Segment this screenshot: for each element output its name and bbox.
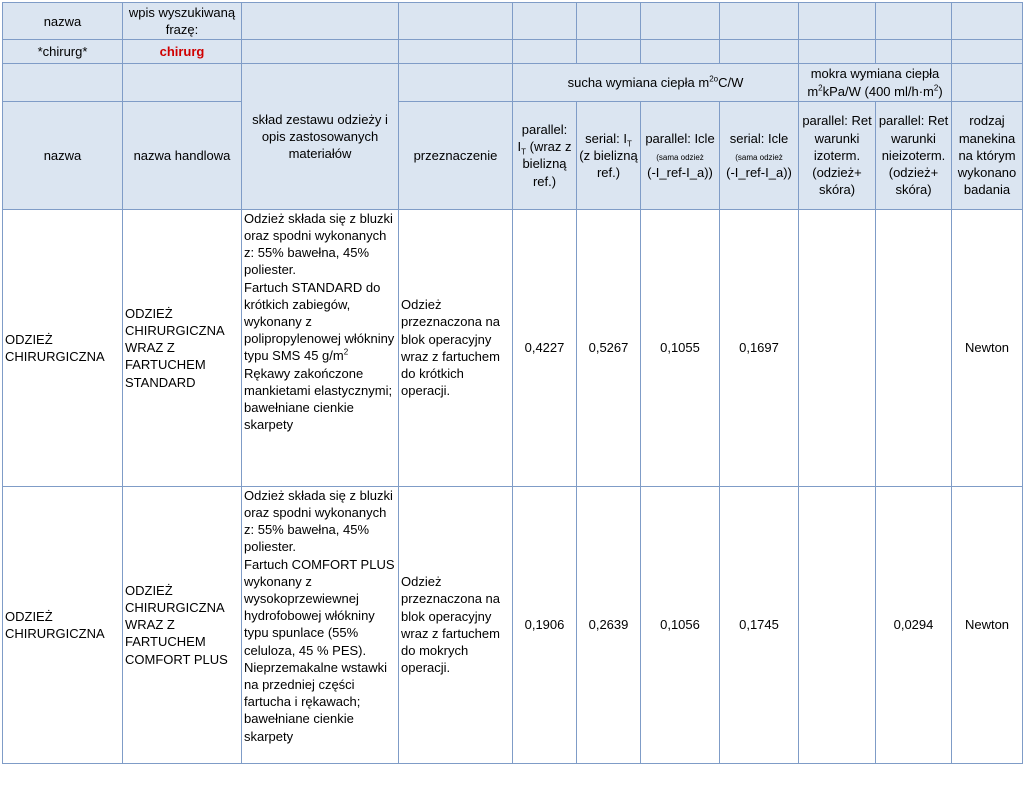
header-serial-icle: serial: Icle (sama odzież (-I_ref-I_a)) (720, 101, 799, 209)
cell-ret-nieizoterm (876, 209, 952, 486)
cell-manekin: Newton (952, 209, 1023, 486)
label-wpis: wpis wyszukiwaną frazę: (123, 3, 242, 40)
header-dry-heat-exchange: sucha wymiana ciepła $m^{2o}C/W$ (513, 64, 799, 101)
header-sklad: skład zestawu odzieży i opis zastosowanych materiałów (242, 64, 399, 209)
cell-parallel-icle: 0,1056 (641, 486, 720, 763)
search-keyword (123, 40, 242, 64)
cell-ret-nieizoterm: 0,0294 (876, 486, 952, 763)
cell-przeznaczenie: Odzież przeznaczona na blok operacyjny wraz z fartuchem do mokrych operacji. (399, 486, 513, 763)
empty-cell (952, 64, 1023, 101)
empty-cell (242, 3, 399, 40)
cell-parallel-it: 0,1906 (513, 486, 577, 763)
table-row (3, 486, 1023, 763)
cell-przeznaczenie: Odzież przeznaczona na blok operacyjny wraz z fartuchem do krótkich operacji. (399, 209, 513, 486)
cell-nazwa: ODZIEŻ CHIRURGICZNA (3, 209, 123, 486)
header-nazwa-handlowa: nazwa handlowa (123, 101, 242, 209)
empty-cell (799, 3, 876, 40)
empty-cell (399, 3, 513, 40)
empty-cell (952, 40, 1023, 64)
cell-sklad: Odzież składa się z bluzki oraz spodni wykonanych z: 55% bawełna, 45% poliester. Fartuch COMFORT PLUS wykonany z wysokoprzewiewnej hydrofobowej włókniny typu spunlace (55% celuloza, 45 % PES). Nieprzemakalne wstawki na przedniej części fartucha i rękawach; bawełniane cienkie skarpety (242, 486, 399, 763)
empty-cell (123, 64, 242, 101)
header-przeznaczenie: przeznaczenie (399, 101, 513, 209)
search-query: *chirurg* (3, 40, 123, 64)
empty-cell (799, 40, 876, 64)
header-parallel-icle: parallel: Icle (sama odzież (-I_ref-I_a)) (641, 101, 720, 209)
empty-cell (577, 40, 641, 64)
empty-cell (513, 40, 577, 64)
table-row (3, 209, 1023, 486)
label-nazwa: nazwa (3, 3, 123, 40)
empty-cell (641, 40, 720, 64)
cell-nazwa-handlowa: ODZIEŻ CHIRURGICZNA WRAZ Z FARTUCHEM STANDARD (123, 209, 242, 486)
header-serial-it: serial: $I_T$ (z bielizną ref.) (577, 101, 641, 209)
empty-cell (720, 3, 799, 40)
header-nazwa: nazwa (3, 101, 123, 209)
empty-cell (513, 3, 577, 40)
cell-serial-icle: 0,1745 (720, 486, 799, 763)
header-ret-nieizoterm: parallel: Ret warunki nieizoterm. (odzież+ skóra) (876, 101, 952, 209)
header-parallel-it: parallel: $I_T$ (wraz z bielizną ref.) (513, 101, 577, 209)
clothing-data-table (2, 2, 1023, 764)
cell-serial-it: 0,5267 (577, 209, 641, 486)
cell-serial-icle: 0,1697 (720, 209, 799, 486)
cell-ret-izoterm (799, 486, 876, 763)
empty-cell (399, 64, 513, 101)
header-ret-izoterm: parallel: Ret warunki izoterm. (odzież+ skóra) (799, 101, 876, 209)
cell-serial-it: 0,2639 (577, 486, 641, 763)
cell-ret-izoterm (799, 209, 876, 486)
empty-cell (3, 64, 123, 101)
cell-sklad: Odzież składa się z bluzki oraz spodni wykonanych z: 55% bawełna, 45% poliester. Fartuch STANDARD do krótkich zabiegów, wykonany z polipropylenowej włókniny typu SMS 45 $g/m^2$ Rękawy zakończone mankietami elastycznymi; bawełniane cienkie skarpety (242, 209, 399, 486)
empty-cell (876, 40, 952, 64)
empty-cell (876, 3, 952, 40)
empty-cell (242, 40, 399, 64)
cell-manekin: Newton (952, 486, 1023, 763)
empty-cell (720, 40, 799, 64)
empty-cell (577, 3, 641, 40)
header-wet-heat-exchange: mokra wymiana ciepła $m^2kPa/W$ (400 $ml/h\cdot m^2$) (799, 64, 952, 101)
cell-parallel-icle: 0,1055 (641, 209, 720, 486)
cell-nazwa: ODZIEŻ CHIRURGICZNA (3, 486, 123, 763)
keyword-text: chirurg (159, 44, 205, 60)
empty-cell (952, 3, 1023, 40)
cell-parallel-it: 0,4227 (513, 209, 577, 486)
empty-cell (641, 3, 720, 40)
header-manekin: rodzaj manekina na którym wykonano badania (952, 101, 1023, 209)
empty-cell (399, 40, 513, 64)
cell-nazwa-handlowa: ODZIEŻ CHIRURGICZNA WRAZ Z FARTUCHEM COMFORT PLUS (123, 486, 242, 763)
